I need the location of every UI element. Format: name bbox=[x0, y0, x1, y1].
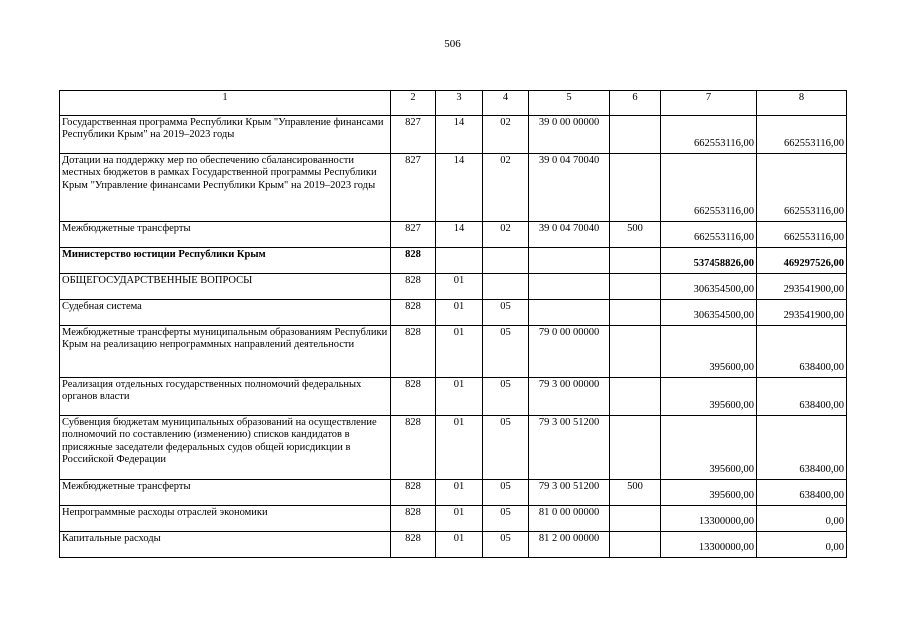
row-target-cell bbox=[529, 300, 610, 326]
row-subsection-cell: 05 bbox=[483, 326, 529, 378]
row-name-cell: Капитальные расходы bbox=[60, 532, 391, 558]
table-row bbox=[60, 416, 847, 480]
row-amount-2-cell: 662553116,00 bbox=[757, 154, 847, 222]
row-amount-1-cell: 395600,00 bbox=[661, 378, 757, 416]
row-target-cell: 39 0 04 70040 bbox=[529, 222, 610, 248]
row-code-cell: 827 bbox=[391, 154, 436, 222]
page-number: 506 bbox=[444, 38, 461, 50]
header-cell: 1 bbox=[60, 91, 391, 116]
row-amount-2-cell: 638400,00 bbox=[757, 378, 847, 416]
header-cell: 7 bbox=[661, 91, 757, 116]
row-subsection-cell bbox=[483, 274, 529, 300]
row-code-cell: 828 bbox=[391, 506, 436, 532]
header-cell: 2 bbox=[391, 91, 436, 116]
row-subsection-cell bbox=[483, 248, 529, 274]
row-expense-type-cell bbox=[610, 416, 661, 480]
row-section-cell: 14 bbox=[436, 222, 483, 248]
table-row bbox=[60, 378, 847, 416]
row-target-cell: 81 0 00 00000 bbox=[529, 506, 610, 532]
row-section-cell: 01 bbox=[436, 300, 483, 326]
row-section-cell: 01 bbox=[436, 274, 483, 300]
row-target-cell: 79 0 00 00000 bbox=[529, 326, 610, 378]
header-cell: 5 bbox=[529, 91, 610, 116]
row-subsection-cell: 05 bbox=[483, 532, 529, 558]
row-code-cell: 828 bbox=[391, 532, 436, 558]
row-expense-type-cell bbox=[610, 248, 661, 274]
row-code-cell: 828 bbox=[391, 248, 436, 274]
row-expense-type-cell bbox=[610, 300, 661, 326]
row-expense-type-cell bbox=[610, 326, 661, 378]
row-expense-type-cell bbox=[610, 378, 661, 416]
row-section-cell: 01 bbox=[436, 532, 483, 558]
row-subsection-cell: 05 bbox=[483, 300, 529, 326]
row-name-cell: Субвенция бюджетам муниципальных образований на осуществление полномочий по составлению (изменению) списков кандидатов в присяжные заседатели федеральных судов общей юрисдикции в Российской Федерации bbox=[60, 416, 391, 480]
row-amount-2-cell: 0,00 bbox=[757, 532, 847, 558]
row-section-cell: 01 bbox=[436, 378, 483, 416]
row-code-cell: 827 bbox=[391, 116, 436, 154]
table-row bbox=[60, 222, 847, 248]
row-name-cell: Межбюджетные трансферты bbox=[60, 222, 391, 248]
row-target-cell: 79 3 00 51200 bbox=[529, 416, 610, 480]
row-name-cell: Непрограммные расходы отраслей экономики bbox=[60, 506, 391, 532]
row-expense-type-cell bbox=[610, 274, 661, 300]
row-amount-2-cell: 469297526,00 bbox=[757, 248, 847, 274]
table-row bbox=[60, 480, 847, 506]
row-name-cell: Дотации на поддержку мер по обеспечению сбалансированности местных бюджетов в рамках Государственной программы Республики Крым "Управление финансами Республики Крым" на 2019–2023 годы bbox=[60, 154, 391, 222]
row-name-cell: Государственная программа Республики Крым "Управление финансами Республики Крым" на 2019–2023 годы bbox=[60, 116, 391, 154]
row-target-cell: 79 3 00 51200 bbox=[529, 480, 610, 506]
row-target-cell: 79 3 00 00000 bbox=[529, 378, 610, 416]
row-amount-1-cell: 306354500,00 bbox=[661, 274, 757, 300]
row-section-cell: 01 bbox=[436, 326, 483, 378]
row-subsection-cell: 02 bbox=[483, 154, 529, 222]
row-amount-2-cell: 638400,00 bbox=[757, 416, 847, 480]
row-subsection-cell: 05 bbox=[483, 416, 529, 480]
row-amount-2-cell: 662553116,00 bbox=[757, 116, 847, 154]
row-subsection-cell: 05 bbox=[483, 378, 529, 416]
row-name-cell: Судебная система bbox=[60, 300, 391, 326]
row-name-cell: ОБЩЕГОСУДАРСТВЕННЫЕ ВОПРОСЫ bbox=[60, 274, 391, 300]
row-subsection-cell: 05 bbox=[483, 480, 529, 506]
table-row bbox=[60, 326, 847, 378]
row-target-cell: 81 2 00 00000 bbox=[529, 532, 610, 558]
row-subsection-cell: 05 bbox=[483, 506, 529, 532]
header-cell: 3 bbox=[436, 91, 483, 116]
row-section-cell: 01 bbox=[436, 416, 483, 480]
budget-table bbox=[59, 90, 847, 558]
table-row bbox=[60, 506, 847, 532]
row-expense-type-cell bbox=[610, 506, 661, 532]
header-cell: 8 bbox=[757, 91, 847, 116]
row-amount-1-cell: 395600,00 bbox=[661, 416, 757, 480]
row-name-cell: Межбюджетные трансферты муниципальным образованиям Республики Крым на реализацию непрограммных направлений деятельности bbox=[60, 326, 391, 378]
row-amount-1-cell: 537458826,00 bbox=[661, 248, 757, 274]
header-cell: 6 bbox=[610, 91, 661, 116]
row-amount-1-cell: 395600,00 bbox=[661, 480, 757, 506]
row-expense-type-cell bbox=[610, 154, 661, 222]
row-section-cell: 14 bbox=[436, 154, 483, 222]
row-amount-2-cell: 638400,00 bbox=[757, 480, 847, 506]
row-expense-type-cell: 500 bbox=[610, 480, 661, 506]
table-row bbox=[60, 274, 847, 300]
table-row bbox=[60, 300, 847, 326]
row-code-cell: 828 bbox=[391, 480, 436, 506]
row-amount-2-cell: 638400,00 bbox=[757, 326, 847, 378]
row-amount-1-cell: 662553116,00 bbox=[661, 222, 757, 248]
table-row bbox=[60, 248, 847, 274]
row-subsection-cell: 02 bbox=[483, 222, 529, 248]
row-code-cell: 828 bbox=[391, 416, 436, 480]
row-amount-1-cell: 13300000,00 bbox=[661, 506, 757, 532]
row-target-cell bbox=[529, 248, 610, 274]
row-code-cell: 828 bbox=[391, 378, 436, 416]
row-amount-1-cell: 395600,00 bbox=[661, 326, 757, 378]
row-code-cell: 827 bbox=[391, 222, 436, 248]
row-amount-2-cell: 662553116,00 bbox=[757, 222, 847, 248]
table-row bbox=[60, 154, 847, 222]
row-section-cell: 01 bbox=[436, 506, 483, 532]
row-amount-1-cell: 662553116,00 bbox=[661, 154, 757, 222]
header-cell: 4 bbox=[483, 91, 529, 116]
table-row bbox=[60, 532, 847, 558]
row-name-cell: Межбюджетные трансферты bbox=[60, 480, 391, 506]
row-target-cell bbox=[529, 274, 610, 300]
table-row bbox=[60, 116, 847, 154]
row-name-cell: Министерство юстиции Республики Крым bbox=[60, 248, 391, 274]
row-target-cell: 39 0 00 00000 bbox=[529, 116, 610, 154]
row-subsection-cell: 02 bbox=[483, 116, 529, 154]
row-section-cell: 01 bbox=[436, 480, 483, 506]
row-code-cell: 828 bbox=[391, 326, 436, 378]
row-expense-type-cell: 500 bbox=[610, 222, 661, 248]
row-code-cell: 828 bbox=[391, 300, 436, 326]
row-amount-2-cell: 293541900,00 bbox=[757, 274, 847, 300]
row-name-cell: Реализация отдельных государственных полномочий федеральных органов власти bbox=[60, 378, 391, 416]
row-amount-1-cell: 13300000,00 bbox=[661, 532, 757, 558]
row-section-cell: 14 bbox=[436, 116, 483, 154]
row-expense-type-cell bbox=[610, 116, 661, 154]
row-section-cell bbox=[436, 248, 483, 274]
row-amount-1-cell: 662553116,00 bbox=[661, 116, 757, 154]
row-code-cell: 828 bbox=[391, 274, 436, 300]
row-target-cell: 39 0 04 70040 bbox=[529, 154, 610, 222]
table-header-row bbox=[60, 91, 847, 116]
row-amount-1-cell: 306354500,00 bbox=[661, 300, 757, 326]
row-amount-2-cell: 293541900,00 bbox=[757, 300, 847, 326]
row-expense-type-cell bbox=[610, 532, 661, 558]
row-amount-2-cell: 0,00 bbox=[757, 506, 847, 532]
